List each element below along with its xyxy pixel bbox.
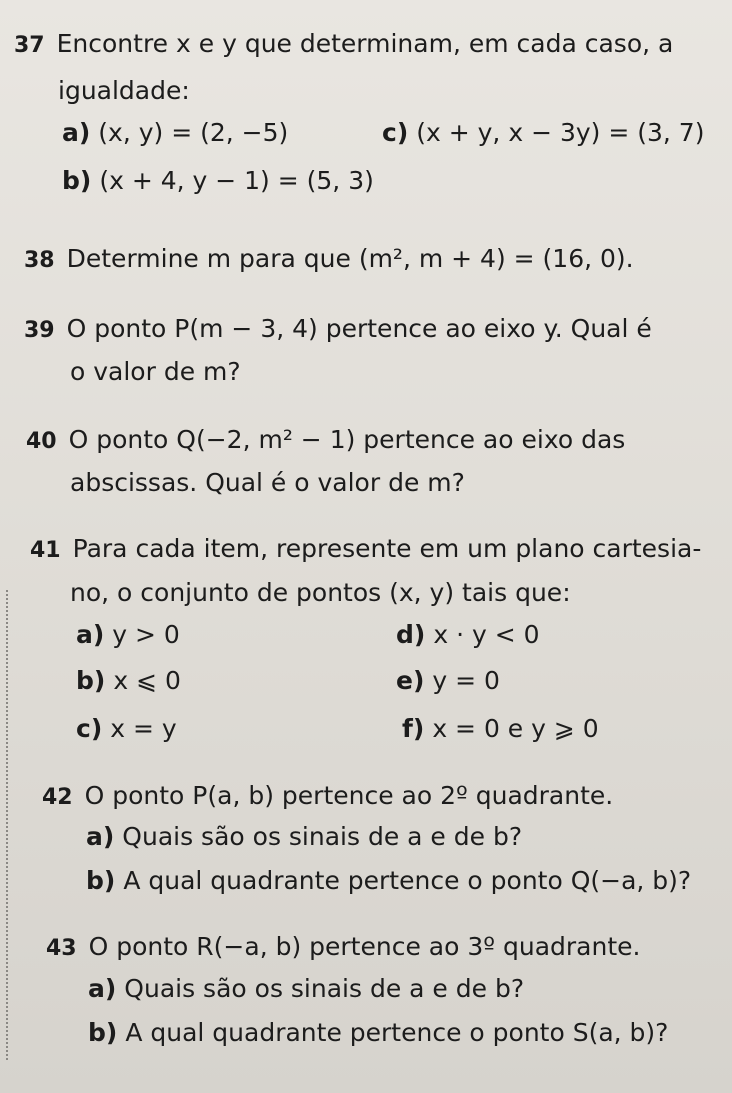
margin-dotted-line	[6, 590, 10, 1060]
item-text: x = 0 e y ⩾ 0	[432, 714, 599, 743]
exercise-text: O ponto P(m − 3, 4) pertence ao eixo y. Qual é	[66, 314, 652, 343]
exercise-text: Encontre x e y que determinam, em cada caso, a	[56, 29, 674, 58]
item-text: x = y	[110, 714, 177, 743]
exercise-text: O ponto Q(−2, m² − 1) pertence ao eixo das	[68, 425, 626, 454]
item-label: b)	[76, 666, 106, 695]
item-label: e)	[396, 666, 425, 695]
item-text: Quais são os sinais de a e de b?	[124, 974, 525, 1003]
item-label: b)	[62, 166, 92, 195]
exercise-text: o valor de m?	[70, 357, 241, 386]
item-text: (x + y, x − 3y) = (3, 7)	[416, 118, 705, 147]
item-text: x · y < 0	[433, 620, 540, 649]
item-text: (x + 4, y − 1) = (5, 3)	[99, 166, 374, 195]
exercise-number: 38	[24, 248, 55, 273]
exercise-text: abscissas. Qual é o valor de m?	[70, 468, 465, 497]
item-text: y = 0	[432, 666, 500, 695]
item-text: A qual quadrante pertence o ponto Q(−a, b)?	[123, 866, 692, 895]
item-label: b)	[88, 1018, 118, 1047]
item-label: a)	[86, 822, 115, 851]
exercise-text: O ponto P(a, b) pertence ao 2º quadrante.	[84, 781, 614, 810]
item-text: A qual quadrante pertence o ponto S(a, b)?	[125, 1018, 669, 1047]
exercise-text: igualdade:	[58, 76, 190, 105]
item-text: Quais são os sinais de a e de b?	[122, 822, 523, 851]
item-label: a)	[76, 620, 105, 649]
item-label: f)	[402, 714, 425, 743]
item-label: a)	[88, 974, 117, 1003]
item-text: x ⩽ 0	[113, 666, 181, 695]
exercise-text: Determine m para que (m², m + 4) = (16, 0).	[66, 244, 634, 273]
exercise-number: 37	[14, 33, 45, 58]
item-label: c)	[382, 118, 409, 147]
item-label: c)	[76, 714, 103, 743]
item-text: y > 0	[112, 620, 180, 649]
exercise-number: 39	[24, 318, 55, 343]
exercise-number: 42	[42, 785, 73, 810]
item-label: b)	[86, 866, 116, 895]
item-label: a)	[62, 118, 91, 147]
item-label: d)	[396, 620, 426, 649]
exercise-number: 41	[30, 538, 61, 563]
exercise-text: O ponto R(−a, b) pertence ao 3º quadrante.	[88, 932, 641, 961]
exercise-number: 40	[26, 429, 57, 454]
exercise-number: 43	[46, 936, 77, 961]
item-text: (x, y) = (2, −5)	[98, 118, 289, 147]
exercise-text: no, o conjunto de pontos (x, y) tais que:	[70, 578, 571, 607]
exercise-text: Para cada item, represente em um plano cartesia-	[72, 534, 702, 563]
